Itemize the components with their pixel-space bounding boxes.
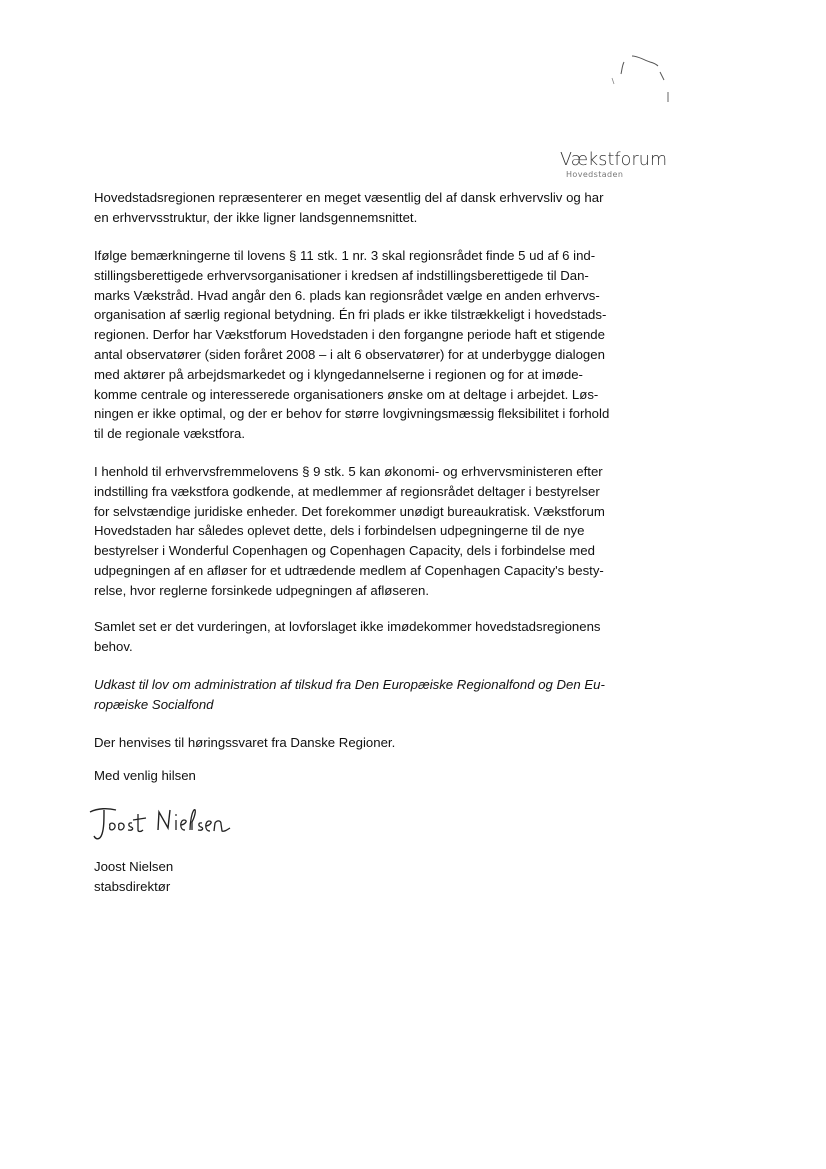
text-line: til de regionale vækstfora. [94, 426, 245, 442]
text-line: relse, hvor reglerne forsinkede udpegningen af afløseren. [94, 582, 430, 598]
text-line: marks Vækstråd. Hvad angår den 6. plads kan regionsrådet vælge en anden erhvervs- [94, 287, 600, 303]
text-line: Udkast til lov om administration af tilskud fra Den Europæiske Regionalfond og Den Eu- [94, 677, 605, 692]
text-line: indstilling fra vækstfora godkende, at medlemmer af regionsrådet deltager i bestyrelser [94, 483, 600, 499]
text-line: bestyrelser i Wonderful Copenhagen og Copenhagen Capacity, dels i forbindelse med [94, 543, 595, 559]
text-line: stillingsberettigede erhvervsorganisationer i kredsen af indstillingsberettigede til Dan- [94, 267, 589, 283]
paragraph-board-appointments [94, 462, 654, 601]
text-line: med aktører på arbejdsmarkedet og i klyngedannelserne i regionen og for at imøde- [94, 366, 583, 382]
logo-name: Vækstforum [560, 150, 668, 170]
text-line: Der henvises til høringssvaret fra Danske Regioner. [94, 735, 396, 750]
handwritten-signature [86, 802, 246, 852]
text-line: ningen er ikke optimal, og der er behov for større lovgivningsmæssig fleksibilitet i forhold [94, 406, 610, 422]
text-line: Hovedstaden har således oplevet dette, dels i forbindelsen udpegningerne til de nye [94, 523, 585, 539]
text-line: antal observatører (siden foråret 2008 – i alt 6 observatører) for at underbygge dialogen [94, 346, 605, 362]
text-line: for selvstændige juridiske enheder. Det forekommer unødigt bureaukratisk. Vækstforum [94, 503, 605, 519]
text-line: ropæiske Socialfond [94, 696, 214, 712]
text-line: Ifølge bemærkningerne til lovens § 11 stk. 1 nr. 3 skal regionsrådet finde 5 ud af 6 ind- [94, 248, 596, 263]
signer-title: stabsdirektør [94, 878, 171, 894]
text-line: I henhold til erhvervsfremmelovens § 9 stk. 5 kan økonomi- og erhvervsministeren efter [94, 464, 603, 479]
text-line: udpegningen af en afløser for et udtrædende medlem af Copenhagen Capacity's besty- [94, 562, 604, 578]
signer-name: Joost Nielsen [94, 859, 174, 874]
text-line: Hovedstadsregionen repræsenterer en meget væsentlig del af dansk erhvervsliv og har [94, 190, 604, 205]
paragraph-region-economy [94, 188, 654, 228]
signer-block [94, 857, 654, 897]
section-heading-regional-fund [94, 675, 654, 715]
paragraph-conclusion [94, 617, 654, 657]
text-line: Samlet set er det vurderingen, at lovforslaget ikke imødekommer hovedstadsregionens [94, 619, 601, 634]
logo-subtitle: Hovedstaden [566, 170, 624, 179]
text-line: organisation af særlig regional betydning. Én fri plads er ikke tilstrækkeligt i hovedstads- [94, 307, 607, 323]
text-line: komme centrale og interesserede organisationers ønske om at deltage i arbejdet. Løs- [94, 386, 599, 402]
text-line: behov. [94, 638, 133, 654]
paragraph-vaekstraad-seats [94, 246, 654, 444]
text-line: Med venlig hilsen [94, 768, 196, 783]
paragraph-reference [94, 733, 654, 753]
closing-salutation [94, 766, 654, 786]
text-line: regionen. Derfor har Vækstforum Hovedstaden i den forgangne periode haft et stigende [94, 327, 605, 343]
text-line: en erhvervsstruktur, der ikke ligner landsgennemsnittet. [94, 209, 418, 225]
organization-logo [560, 150, 670, 180]
scan-marks-decoration [600, 50, 680, 120]
